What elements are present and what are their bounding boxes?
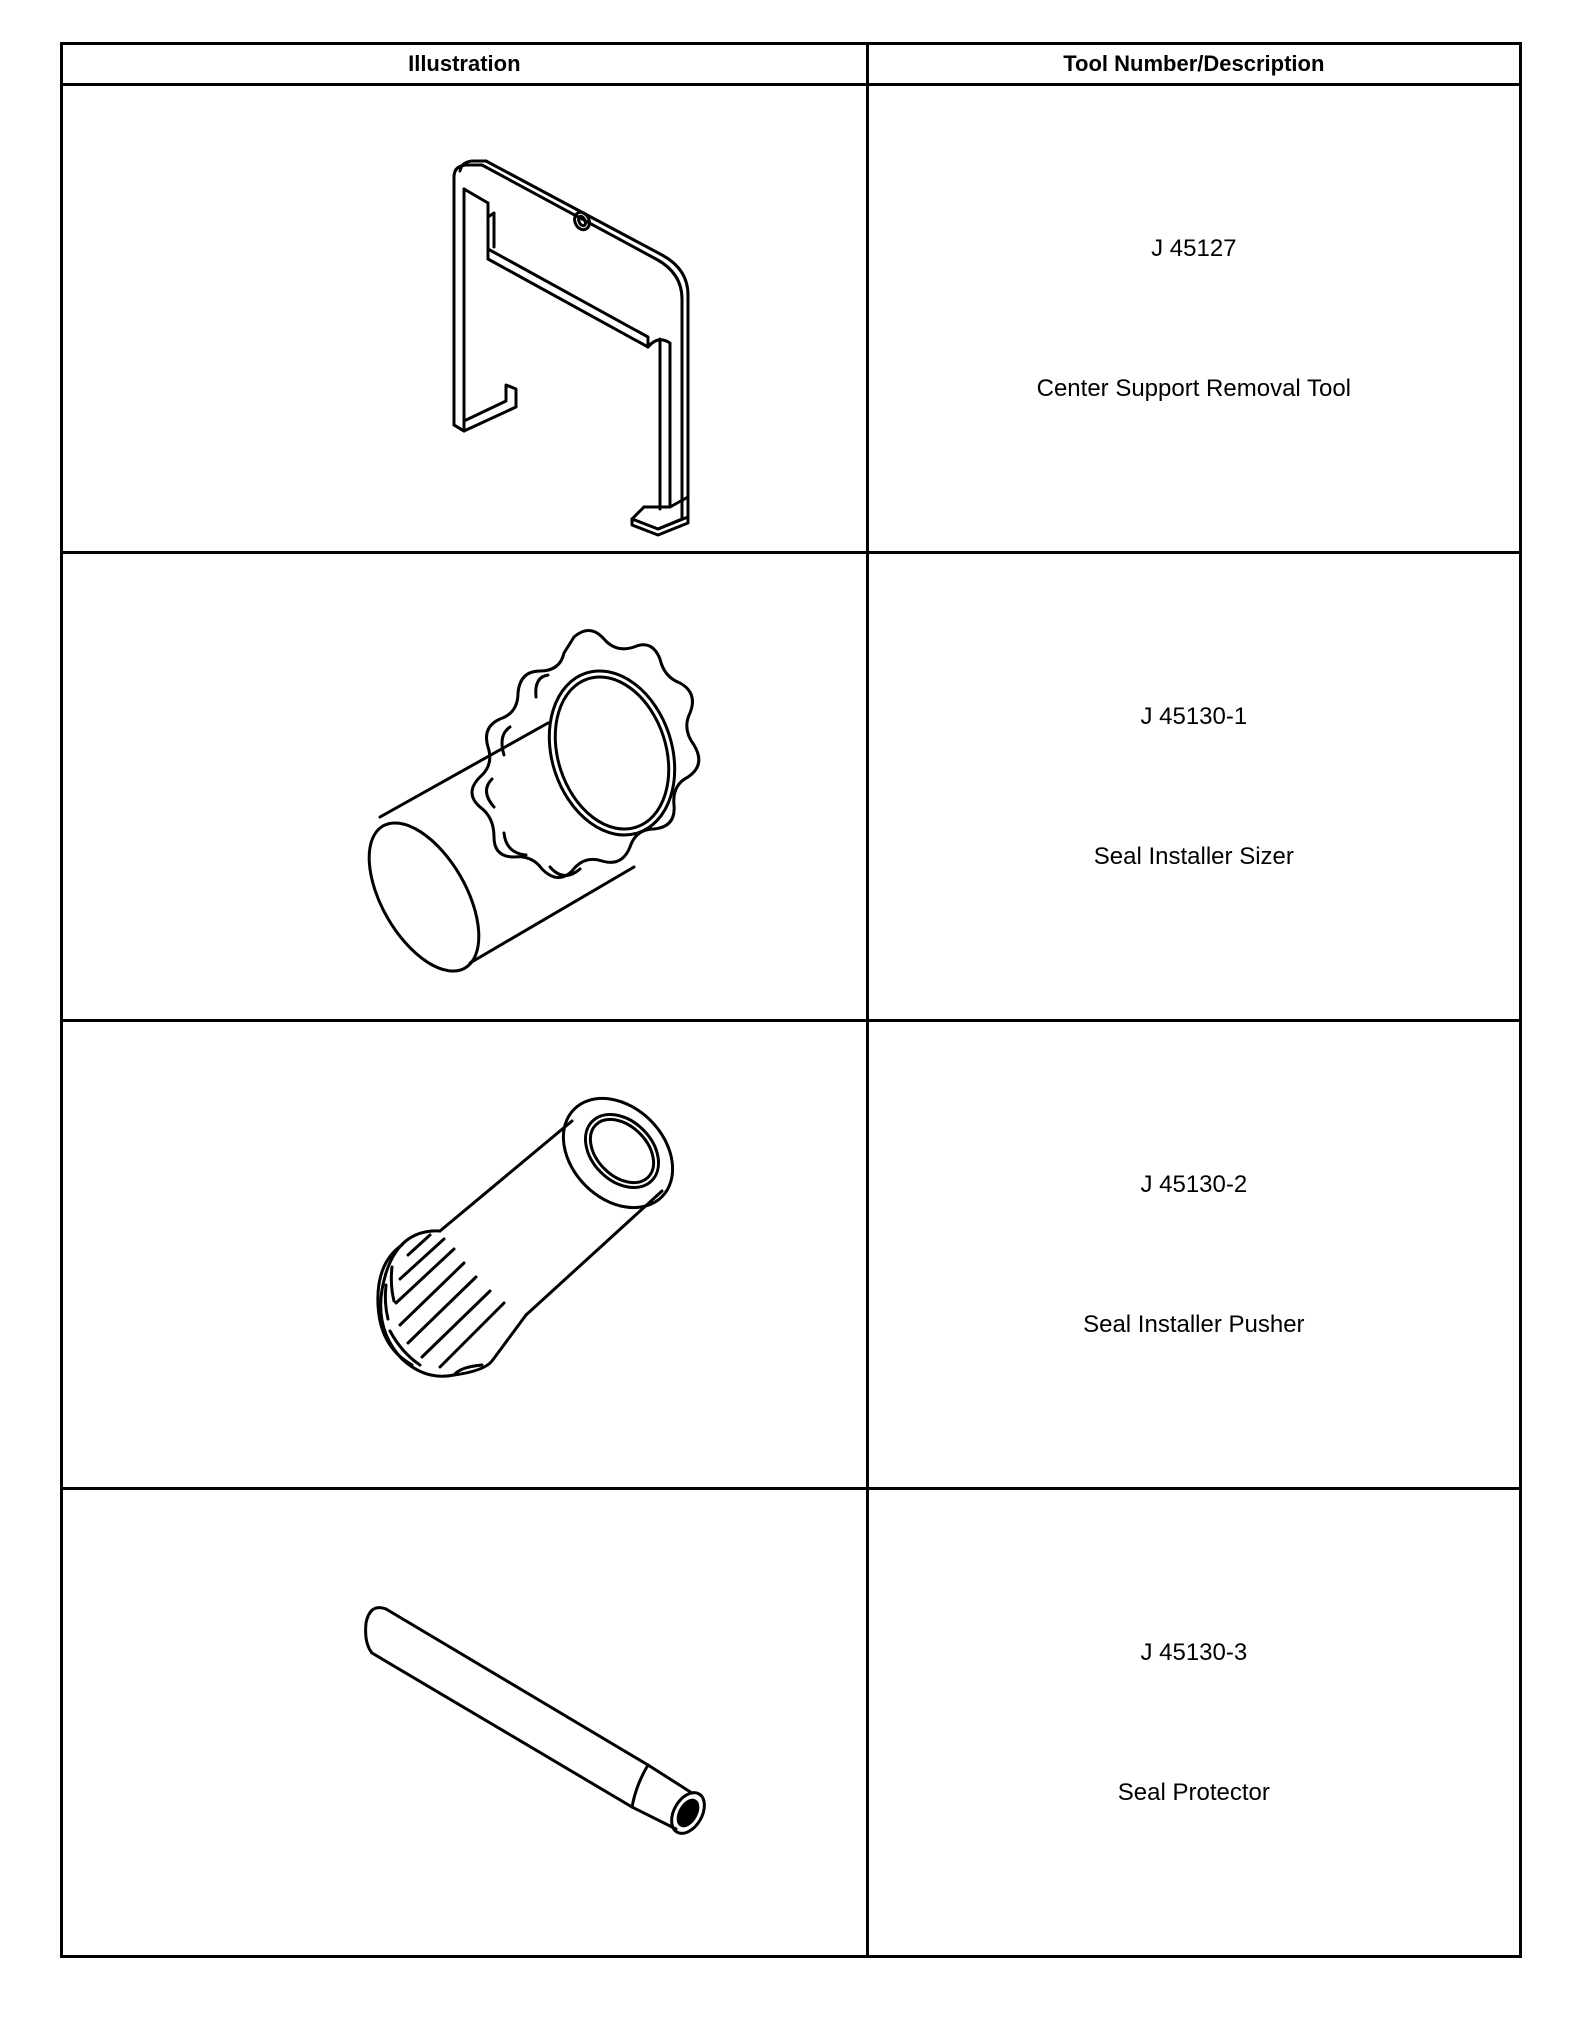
tool-description: Seal Protector — [1117, 1778, 1270, 1806]
header-illustration: Illustration — [62, 44, 868, 85]
description-cell — [867, 85, 1520, 553]
illustration-cell — [62, 553, 868, 1021]
tool-number: J 45127 — [1151, 234, 1237, 262]
tool-description: Center Support Removal Tool — [1036, 374, 1352, 402]
description-cell — [867, 1489, 1520, 1957]
illustration-cell — [62, 85, 868, 553]
seal-installer-pusher-icon — [164, 1035, 764, 1475]
illustration-cell — [62, 1021, 868, 1489]
table-row — [62, 85, 1521, 553]
table-row — [62, 553, 1521, 1021]
header-tool-number-description: Tool Number/Description — [867, 44, 1520, 85]
table-row — [62, 1021, 1521, 1489]
description-cell — [867, 1021, 1520, 1489]
tool-number: J 45130-2 — [1140, 1170, 1248, 1198]
table-row — [62, 1489, 1521, 1957]
seal-protector-icon — [164, 1503, 764, 1943]
tool-description: Seal Installer Sizer — [1093, 842, 1294, 870]
seal-installer-sizer-icon — [164, 567, 764, 1007]
tool-description: Seal Installer Pusher — [1083, 1310, 1305, 1338]
special-tools-table — [60, 42, 1522, 1958]
tool-number: J 45130-3 — [1140, 1638, 1248, 1666]
table-header-row — [62, 44, 1521, 85]
illustration-cell — [62, 1489, 868, 1957]
center-support-removal-tool-icon — [164, 99, 764, 539]
tool-number: J 45130-1 — [1140, 702, 1248, 730]
description-cell — [867, 553, 1520, 1021]
